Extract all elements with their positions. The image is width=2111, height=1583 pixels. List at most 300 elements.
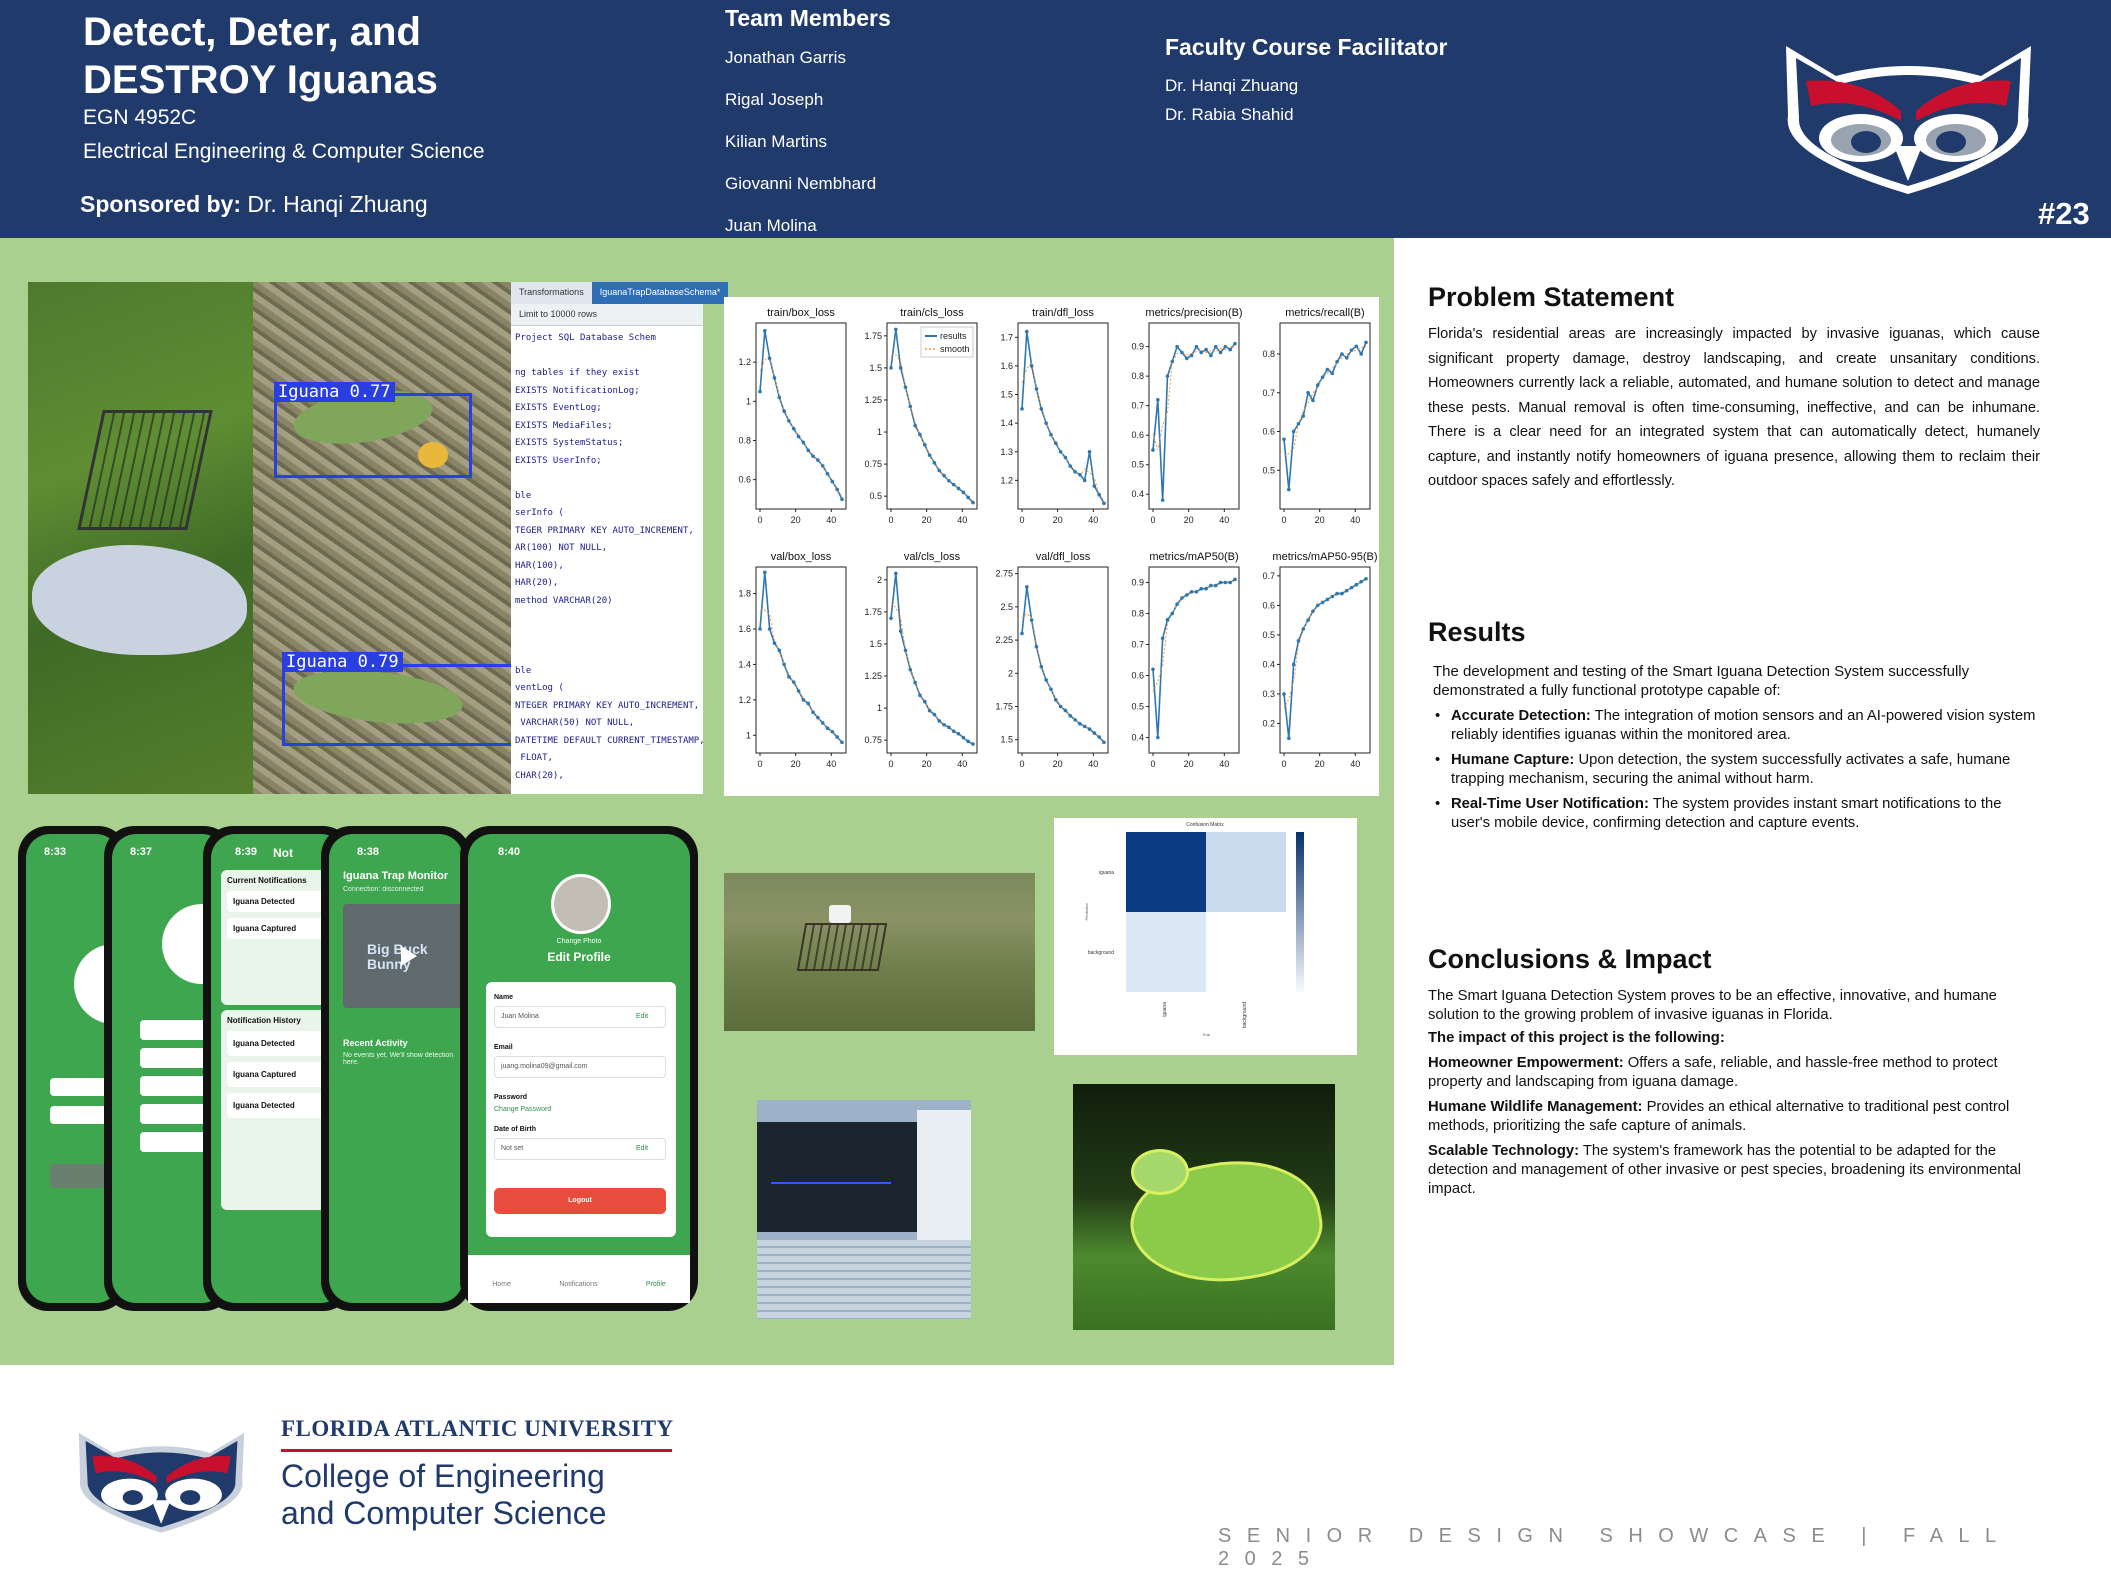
chart-frame (887, 567, 977, 753)
data-point (787, 675, 791, 679)
data-point (908, 405, 912, 409)
smooth-line (760, 610, 842, 740)
team-heading: Team Members (725, 5, 891, 31)
data-point (1049, 687, 1053, 691)
problem-heading: Problem Statement (1428, 282, 1675, 312)
edit-name-link[interactable]: Edit (636, 1013, 649, 1020)
data-point (1039, 665, 1043, 669)
smooth-line (760, 356, 842, 496)
cm-xlabel: True (1201, 1032, 1211, 1037)
data-point (1025, 585, 1029, 589)
data-point (889, 366, 893, 370)
trap-cage-icon (797, 923, 887, 971)
mobile-app-screens (18, 826, 698, 1311)
y-tick-label: 0.75 (864, 735, 882, 746)
x-tick-label: 0 (1281, 759, 1287, 769)
x-tick-label: 0 (757, 759, 763, 769)
data-point (1209, 584, 1213, 588)
laptop-demo-photo (757, 1100, 971, 1319)
y-tick-label: 1.8 (738, 588, 751, 599)
data-point (1224, 581, 1228, 585)
chart-title: train/cls_loss (900, 307, 964, 319)
x-tick-label: 40 (1350, 515, 1361, 525)
screen-title: Not (273, 846, 293, 860)
data-point (1190, 590, 1194, 594)
nav-home[interactable]: Home (492, 1281, 511, 1288)
smooth-line (1284, 580, 1366, 709)
sql-line: TEGER PRIMARY KEY AUTO_INCREMENT, (515, 525, 694, 536)
data-point (835, 488, 839, 492)
data-point (1355, 583, 1359, 587)
play-icon[interactable] (401, 946, 417, 966)
data-point (1151, 448, 1155, 452)
data-point (899, 366, 903, 370)
y-tick-label: 1.5 (869, 362, 882, 373)
data-point (1102, 741, 1106, 745)
sql-line: HAR(20), (515, 578, 559, 588)
metric-chart (738, 551, 846, 769)
data-point (1054, 698, 1058, 702)
edit-dob-link[interactable]: Edit (636, 1145, 649, 1152)
sql-code (511, 326, 703, 789)
data-point (957, 487, 961, 491)
data-point (1311, 399, 1315, 403)
faculty-heading: Faculty Course Facilitator (1165, 34, 1448, 60)
data-point (971, 742, 975, 746)
y-tick-label: 0.8 (1131, 371, 1144, 382)
x-tick-label: 20 (790, 515, 801, 525)
x-tick-label: 40 (1350, 759, 1361, 769)
data-point (1292, 430, 1296, 434)
sql-line: EXISTS EventLog; (515, 403, 602, 413)
data-point (1025, 330, 1029, 334)
series-line (760, 331, 842, 499)
data-point (1049, 433, 1053, 437)
x-tick-label: 20 (1052, 515, 1063, 525)
data-point (1204, 348, 1208, 352)
sql-line: DATETIME DEFAULT CURRENT_TIMESTAMP, (515, 735, 705, 746)
sql-line (515, 610, 699, 628)
cm-cell (1126, 912, 1206, 992)
y-tick-label: 1.75 (995, 701, 1013, 712)
results-item-text: The integration of motion sensors and an AI-powered vision system reliably identifies iguanas within the monitored area. (1451, 708, 2036, 743)
data-point (1335, 592, 1339, 596)
impact-label: The impact of this project is the following: (1428, 1030, 1725, 1046)
data-point (1156, 736, 1160, 740)
status-time: 8:33 (44, 846, 67, 858)
status-time: 8:39 (235, 846, 258, 858)
problem-text: Florida's residential areas are increasingly impacted by invasive iguanas, which cause significant property damage, destroy landscaping, and create unsanitary conditions. Homeowners currently lack a reliable, automated, and humane solution to detect and manage these pests. Manual removal is often time-consuming, ineffective, and can be inhumane. There is a clear need for an integrated system that can automatically detect, humanely capture, and instantly notify homeowners of iguana presence, allowing them to reclaim their outdoor spaces safely and effortlessly. (1428, 326, 2040, 489)
college-line-1: College of Engineering (281, 1458, 605, 1494)
data-point (840, 741, 844, 745)
data-point (777, 396, 781, 400)
data-point (1044, 421, 1048, 425)
data-point (1209, 354, 1213, 358)
results-item-text: The system provides instant smart notifications to the user's mobile device, confirming detection and capture events. (1451, 796, 2002, 831)
sql-toolbar[interactable]: Limit to 10000 rows (511, 304, 703, 326)
chart-frame (1280, 567, 1370, 753)
data-point (1195, 590, 1199, 594)
chart-title: val/dfl_loss (1035, 551, 1091, 563)
data-point (1078, 473, 1082, 477)
change-photo-link[interactable]: Change Photo (556, 938, 602, 945)
data-point (1180, 351, 1184, 355)
email-label: Email (494, 1044, 513, 1051)
metric-chart (864, 551, 977, 769)
cm-colorbar (1296, 832, 1304, 992)
detection-line (771, 1182, 891, 1184)
data-point (904, 649, 908, 653)
conclusions-intro: The Smart Iguana Detection System proves to be an effective, innovative, and humane solution to the growing problem of invasive iguanas in Florida. (1428, 988, 1997, 1023)
sql-line: CHAR(20), (515, 770, 564, 781)
y-tick-label: 0.5 (1131, 701, 1144, 712)
data-point (1064, 709, 1068, 713)
data-point (1306, 618, 1310, 622)
data-point (1161, 498, 1165, 502)
x-tick-label: 20 (1183, 759, 1194, 769)
chart-title: val/cls_loss (903, 551, 961, 563)
faculty-member: Dr. Hanqi Zhuang (1165, 76, 1299, 95)
history-item[interactable]: Iguana Detected (227, 1031, 355, 1056)
x-tick-label: 40 (1219, 515, 1230, 525)
y-tick-label: 0.7 (1262, 570, 1275, 581)
data-point (797, 435, 801, 439)
y-tick-label: 0.8 (738, 435, 751, 446)
y-tick-label: 2.25 (995, 635, 1013, 646)
results-item (1433, 707, 2043, 745)
team-member: Giovanni Nembhard (725, 174, 877, 193)
results-item-label: Accurate Detection: (1451, 708, 1591, 724)
profile-screen (468, 834, 690, 1303)
iguana-head (1131, 1149, 1189, 1195)
data-point (821, 721, 825, 725)
nav-notifications[interactable]: Notifications (559, 1281, 598, 1288)
x-tick-label: 0 (888, 759, 894, 769)
y-tick-label: 0.2 (1262, 718, 1275, 729)
data-point (1039, 407, 1043, 411)
detection-box-2 (282, 664, 522, 746)
data-point (1166, 374, 1170, 378)
data-point (1297, 639, 1301, 643)
sql-line: VARCHAR(50) NOT NULL, (515, 718, 635, 728)
college-line-2: and Computer Science (281, 1495, 607, 1531)
data-point (787, 419, 791, 423)
showcase-footer: SENIOR DESIGN SHOWCASE | FALL 2025 (1218, 1525, 2011, 1570)
data-point (1199, 351, 1203, 355)
x-tick-label: 0 (757, 515, 763, 525)
profile-avatar[interactable] (551, 874, 611, 934)
video-player[interactable] (343, 904, 468, 1008)
data-point (1214, 345, 1218, 349)
team-member: Rigal Joseph (725, 90, 824, 109)
sql-line: EXISTS SystemStatus; (515, 438, 624, 448)
data-point (971, 501, 975, 505)
data-point (802, 698, 806, 702)
nav-profile[interactable]: Profile (645, 1281, 666, 1288)
status-time: 8:37 (130, 846, 153, 858)
y-tick-label: 1 (745, 730, 751, 741)
sql-line: EXISTS UserInfo; (515, 455, 602, 466)
data-point (806, 702, 810, 706)
notification-item[interactable]: Iguana Captured (227, 918, 355, 939)
data-point (1102, 501, 1106, 505)
results-item-label: Real-Time User Notification: (1451, 796, 1649, 812)
sql-tabs (511, 282, 721, 304)
y-tick-label: 2 (876, 574, 882, 585)
data-point (947, 479, 951, 483)
y-tick-label: 1.25 (864, 671, 882, 682)
y-tick-label: 1.2 (738, 357, 751, 368)
smooth-line (1153, 580, 1235, 692)
data-point (1233, 578, 1237, 582)
title-line-2: DESTROY Iguanas (83, 58, 438, 102)
data-point (947, 726, 951, 730)
data-point (1321, 601, 1325, 605)
notification-item[interactable]: Iguana Detected (227, 891, 355, 912)
data-point (1097, 493, 1101, 497)
data-point (1364, 341, 1368, 345)
chart-frame (1018, 323, 1108, 509)
data-point (1190, 354, 1194, 358)
data-point (1093, 731, 1097, 735)
data-point (1297, 422, 1301, 426)
data-point (1355, 344, 1359, 348)
y-tick-label: 1.6 (738, 624, 751, 634)
sql-tab[interactable]: Transformations (519, 287, 584, 297)
sql-line: ventLog ( (515, 683, 564, 693)
y-tick-label: 0.4 (1262, 659, 1275, 670)
y-tick-label: 0.5 (1131, 459, 1144, 470)
detection-box-1 (274, 393, 472, 478)
data-point (952, 483, 956, 487)
data-point (923, 700, 927, 704)
history-item[interactable]: Iguana Captured (227, 1062, 355, 1087)
chart-title: metrics/recall(B) (1285, 307, 1365, 319)
data-point (1185, 593, 1189, 597)
data-point (1088, 727, 1092, 731)
data-point (1195, 345, 1199, 349)
x-tick-label: 40 (826, 515, 837, 525)
data-point (773, 641, 777, 645)
detection-label-1: Iguana 0.77 (274, 382, 395, 402)
chart-frame (1018, 567, 1108, 753)
y-tick-label: 0.6 (1131, 430, 1144, 441)
metric-chart (995, 551, 1108, 769)
history-item[interactable]: Iguana Detected (227, 1093, 355, 1118)
y-tick-label: 1.4 (738, 659, 751, 670)
email-field[interactable]: juang.molina09@gmail.com (494, 1056, 666, 1078)
cm-col-label: iguana (1162, 1002, 1168, 1018)
data-point (763, 329, 767, 333)
x-tick-label: 40 (957, 759, 968, 769)
x-tick-label: 40 (1088, 759, 1099, 769)
data-point (1282, 437, 1286, 441)
owl-logo-icon (64, 1426, 259, 1534)
data-point (1170, 612, 1174, 616)
data-point (1170, 360, 1174, 364)
sql-line (515, 645, 699, 663)
metrics-chart-grid (724, 297, 1379, 796)
series-line (1022, 332, 1104, 504)
college-name (281, 1458, 607, 1532)
y-tick-label: 2.75 (995, 568, 1013, 579)
data-point (962, 491, 966, 495)
y-tick-label: 1.75 (864, 330, 882, 341)
chart-title: metrics/mAP50-95(B) (1272, 551, 1378, 563)
data-point (1301, 414, 1305, 418)
sql-line: NTEGER PRIMARY KEY AUTO_INCREMENT, (515, 700, 700, 711)
chart-title: train/box_loss (767, 307, 835, 319)
data-point (933, 461, 937, 465)
y-tick-label: 1.2 (1000, 475, 1013, 486)
data-point (1030, 364, 1034, 368)
sql-line: FLOAT, (515, 753, 553, 763)
profile-form (486, 982, 676, 1237)
faculty-member: Dr. Rabia Shahid (1165, 105, 1294, 124)
x-tick-label: 40 (1088, 515, 1099, 525)
data-point (1330, 372, 1334, 376)
y-tick-label: 0.7 (1131, 639, 1144, 650)
data-point (1054, 441, 1058, 445)
impact-item-text: Offers a safe, reliable, and hassle-free method to protect property and landscaping from iguana damage. (1428, 1055, 1998, 1090)
sql-schema-screenshot (511, 282, 721, 794)
y-tick-label: 0.3 (1262, 688, 1275, 699)
data-point (928, 453, 932, 457)
name-field[interactable]: Juan Molina (494, 1006, 666, 1028)
trap-field-photo (28, 282, 253, 794)
data-point (1311, 609, 1315, 613)
status-time: 8:38 (357, 846, 380, 858)
data-point (1156, 398, 1160, 402)
impact-item-text: The system's framework has the potential to be adapted for the detection and management of other invasive or pest species, broadening its environmental impact. (1428, 1143, 2022, 1197)
data-point (1185, 357, 1189, 361)
connection-status: Connection: disconnected (343, 886, 424, 893)
data-point (1282, 692, 1286, 696)
data-point (1030, 618, 1034, 622)
data-point (1059, 705, 1063, 709)
data-point (792, 427, 796, 431)
data-point (1345, 356, 1349, 360)
results-intro: The development and testing of the Smart Iguana Detection System successfully demonstrated a fully functional prototype capable of: (1433, 663, 1970, 699)
data-point (826, 472, 830, 476)
sql-line (515, 628, 699, 646)
y-tick-label: 0.6 (1131, 670, 1144, 681)
sql-line: ble (515, 665, 532, 676)
data-point (1233, 342, 1237, 346)
y-tick-label: 0.7 (1131, 400, 1144, 411)
change-password-link[interactable]: Change Password (494, 1106, 552, 1113)
data-point (918, 433, 922, 437)
confusion-matrix (1054, 818, 1357, 1055)
chart-frame (1149, 567, 1239, 753)
data-point (802, 441, 806, 445)
y-tick-label: 0.9 (1131, 577, 1144, 588)
sql-line: EXISTS MediaFiles; (515, 420, 613, 431)
data-point (894, 572, 898, 576)
data-point (816, 716, 820, 720)
data-point (777, 648, 781, 652)
impact-item-label: Scalable Technology: (1428, 1143, 1580, 1159)
data-point (1330, 595, 1334, 599)
legend-label: results (940, 331, 967, 341)
name-label: Name (494, 994, 514, 1001)
smooth-line (1284, 346, 1366, 456)
cm-ylabel: Predicted (1084, 903, 1089, 921)
data-point (899, 629, 903, 633)
sql-tab-active[interactable]: IguanaTrapDatabaseSchema* (592, 282, 729, 304)
series-line (1022, 587, 1104, 742)
title-line-1: Detect, Deter, and (83, 10, 421, 54)
data-point (835, 735, 839, 739)
bottom-nav (468, 1255, 690, 1303)
dob-field[interactable]: Not set (494, 1138, 666, 1160)
department: Electrical Engineering & Computer Science (83, 140, 485, 163)
data-point (831, 480, 835, 484)
metric-chart (738, 307, 846, 525)
y-tick-label: 1.2 (738, 694, 751, 705)
data-point (1199, 587, 1203, 591)
cm-col-label: background (1242, 1002, 1248, 1029)
data-point (1359, 580, 1363, 584)
y-tick-label: 0.5 (869, 491, 882, 502)
data-point (1180, 596, 1184, 600)
data-point (952, 729, 956, 733)
cm-title: Confusion Matrix (1186, 822, 1224, 828)
y-tick-label: 1.6 (1000, 360, 1013, 371)
data-point (908, 668, 912, 672)
terminal-text (757, 1240, 971, 1319)
series-line (891, 573, 973, 744)
chart-title: metrics/precision(B) (1145, 307, 1243, 319)
smooth-line (1022, 362, 1104, 500)
status-time: 8:40 (498, 846, 521, 858)
results-item (1433, 751, 2043, 789)
trap-cage-icon (77, 410, 213, 530)
iguana-segmentation-photo (1073, 1084, 1335, 1330)
data-point (1340, 352, 1344, 356)
data-point (816, 458, 820, 462)
logout-button[interactable]: Logout (494, 1188, 666, 1214)
chart-title: val/box_loss (770, 551, 832, 563)
data-point (826, 726, 830, 730)
data-point (1228, 581, 1232, 585)
sql-line: method VARCHAR(20) (515, 595, 613, 606)
data-point (928, 709, 932, 713)
data-point (1350, 348, 1354, 352)
data-point (1359, 352, 1363, 356)
data-point (1326, 598, 1330, 602)
x-tick-label: 20 (921, 515, 932, 525)
x-tick-label: 20 (1052, 759, 1063, 769)
data-point (1306, 391, 1310, 395)
data-point (1287, 736, 1291, 740)
data-point (894, 328, 898, 332)
results-heading: Results (1428, 617, 1526, 647)
team-member: Juan Molina (725, 216, 817, 235)
results-list (1433, 707, 2043, 839)
towel-shape (32, 545, 247, 655)
data-point (758, 627, 762, 631)
dob-label: Date of Birth (494, 1126, 536, 1133)
faculty-list (1165, 76, 1298, 134)
trap-deployment-photo (724, 873, 1035, 1031)
data-point (1083, 479, 1087, 483)
data-point (1166, 618, 1170, 622)
metric-chart (1131, 551, 1239, 769)
y-tick-label: 1.25 (864, 394, 882, 405)
y-tick-label: 1 (876, 703, 882, 714)
data-point (923, 443, 927, 447)
